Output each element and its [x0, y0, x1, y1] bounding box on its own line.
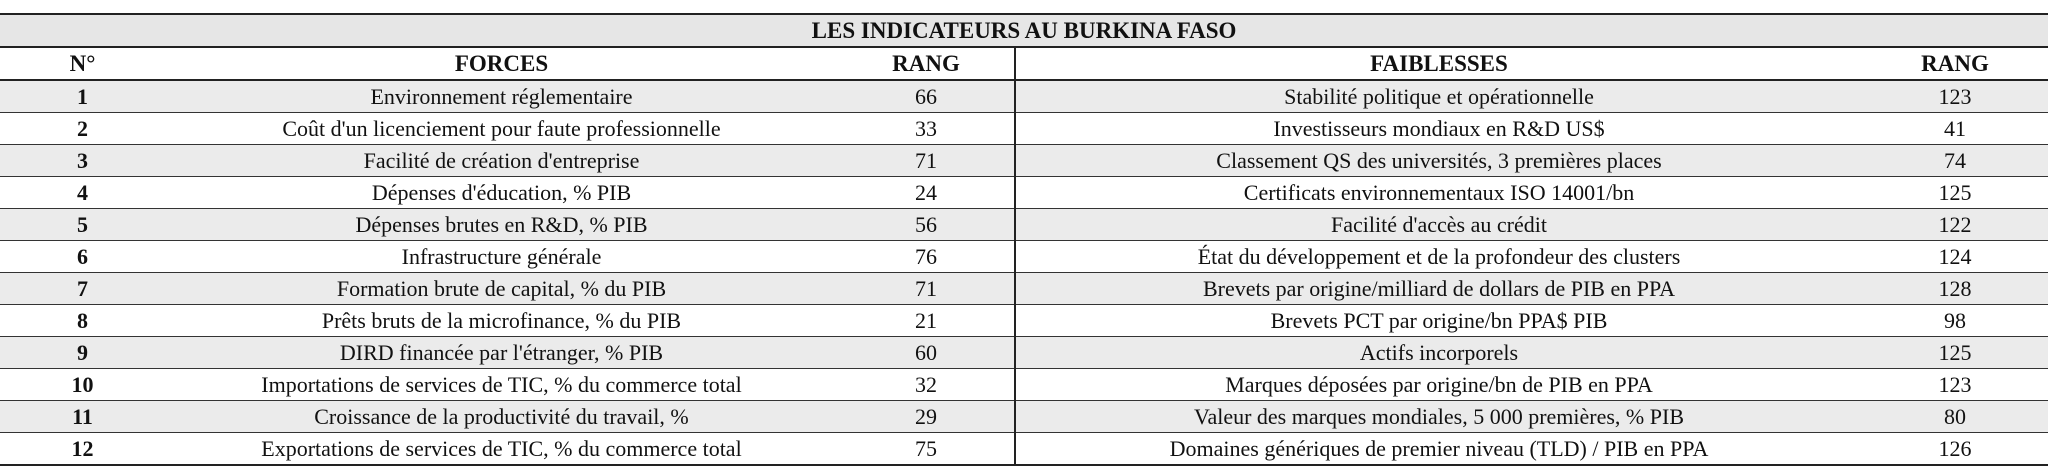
force-label: Coût d'un licenciement pour faute professionnelle — [165, 113, 838, 145]
table-row — [0, 401, 2048, 433]
weakness-rank: 74 — [1862, 145, 2048, 177]
header-forces: FORCES — [165, 47, 838, 80]
table-row — [0, 369, 2048, 401]
weakness-label: Certificats environnementaux ISO 14001/bn — [1015, 177, 1862, 209]
row-number: 9 — [0, 337, 165, 369]
table-title-row — [0, 14, 2048, 47]
force-rank: 76 — [838, 241, 1015, 273]
table-row — [0, 209, 2048, 241]
weakness-label: Facilité d'accès au crédit — [1015, 209, 1862, 241]
force-label: Importations de services de TIC, % du commerce total — [165, 369, 838, 401]
force-label: Environnement réglementaire — [165, 80, 838, 113]
row-number: 4 — [0, 177, 165, 209]
force-label: Prêts bruts de la microfinance, % du PIB — [165, 305, 838, 337]
weakness-label: Investisseurs mondiaux en R&D US$ — [1015, 113, 1862, 145]
force-rank: 32 — [838, 369, 1015, 401]
weakness-label: Classement QS des universités, 3 premières places — [1015, 145, 1862, 177]
force-label: DIRD financée par l'étranger, % PIB — [165, 337, 838, 369]
table-row — [0, 337, 2048, 369]
row-number: 2 — [0, 113, 165, 145]
weakness-rank: 125 — [1862, 337, 2048, 369]
table-row — [0, 113, 2048, 145]
weakness-rank: 123 — [1862, 369, 2048, 401]
table-title: LES INDICATEURS AU BURKINA FASO — [0, 14, 2048, 47]
weakness-rank: 125 — [1862, 177, 2048, 209]
force-rank: 24 — [838, 177, 1015, 209]
force-rank: 71 — [838, 273, 1015, 305]
force-rank: 29 — [838, 401, 1015, 433]
indicators-table-container — [0, 13, 2048, 466]
row-number: 1 — [0, 80, 165, 113]
weakness-rank: 126 — [1862, 433, 2048, 466]
row-number: 5 — [0, 209, 165, 241]
force-rank: 33 — [838, 113, 1015, 145]
weakness-label: État du développement et de la profondeur des clusters — [1015, 241, 1862, 273]
force-label: Formation brute de capital, % du PIB — [165, 273, 838, 305]
weakness-rank: 41 — [1862, 113, 2048, 145]
force-label: Facilité de création d'entreprise — [165, 145, 838, 177]
table-row — [0, 241, 2048, 273]
weakness-rank: 128 — [1862, 273, 2048, 305]
weakness-label: Stabilité politique et opérationnelle — [1015, 80, 1862, 113]
weakness-rank: 122 — [1862, 209, 2048, 241]
row-number: 11 — [0, 401, 165, 433]
row-number: 3 — [0, 145, 165, 177]
weakness-rank: 123 — [1862, 80, 2048, 113]
weakness-rank: 80 — [1862, 401, 2048, 433]
header-rang-forces: RANG — [838, 47, 1015, 80]
force-rank: 60 — [838, 337, 1015, 369]
force-label: Dépenses brutes en R&D, % PIB — [165, 209, 838, 241]
force-label: Dépenses d'éducation, % PIB — [165, 177, 838, 209]
weakness-label: Brevets par origine/milliard de dollars de PIB en PPA — [1015, 273, 1862, 305]
force-rank: 71 — [838, 145, 1015, 177]
weakness-rank: 98 — [1862, 305, 2048, 337]
force-rank: 21 — [838, 305, 1015, 337]
row-number: 12 — [0, 433, 165, 466]
force-label: Exportations de services de TIC, % du commerce total — [165, 433, 838, 466]
row-number: 8 — [0, 305, 165, 337]
weakness-rank: 124 — [1862, 241, 2048, 273]
table-row — [0, 145, 2048, 177]
row-number: 6 — [0, 241, 165, 273]
header-faiblesses: FAIBLESSES — [1015, 47, 1862, 80]
row-number: 10 — [0, 369, 165, 401]
table-row — [0, 305, 2048, 337]
force-rank: 56 — [838, 209, 1015, 241]
force-label: Croissance de la productivité du travail, % — [165, 401, 838, 433]
row-number: 7 — [0, 273, 165, 305]
force-rank: 75 — [838, 433, 1015, 466]
force-rank: 66 — [838, 80, 1015, 113]
table-body — [0, 80, 2048, 465]
weakness-label: Actifs incorporels — [1015, 337, 1862, 369]
weakness-label: Marques déposées par origine/bn de PIB en PPA — [1015, 369, 1862, 401]
header-num: N° — [0, 47, 165, 80]
table-row — [0, 80, 2048, 113]
table-row — [0, 433, 2048, 466]
force-label: Infrastructure générale — [165, 241, 838, 273]
table-header-row — [0, 47, 2048, 80]
weakness-label: Brevets PCT par origine/bn PPA$ PIB — [1015, 305, 1862, 337]
table-row — [0, 177, 2048, 209]
table-row — [0, 273, 2048, 305]
header-rang-faiblesses: RANG — [1862, 47, 2048, 80]
indicators-table — [0, 13, 2048, 466]
weakness-label: Valeur des marques mondiales, 5 000 premières, % PIB — [1015, 401, 1862, 433]
weakness-label: Domaines génériques de premier niveau (TLD) / PIB en PPA — [1015, 433, 1862, 466]
